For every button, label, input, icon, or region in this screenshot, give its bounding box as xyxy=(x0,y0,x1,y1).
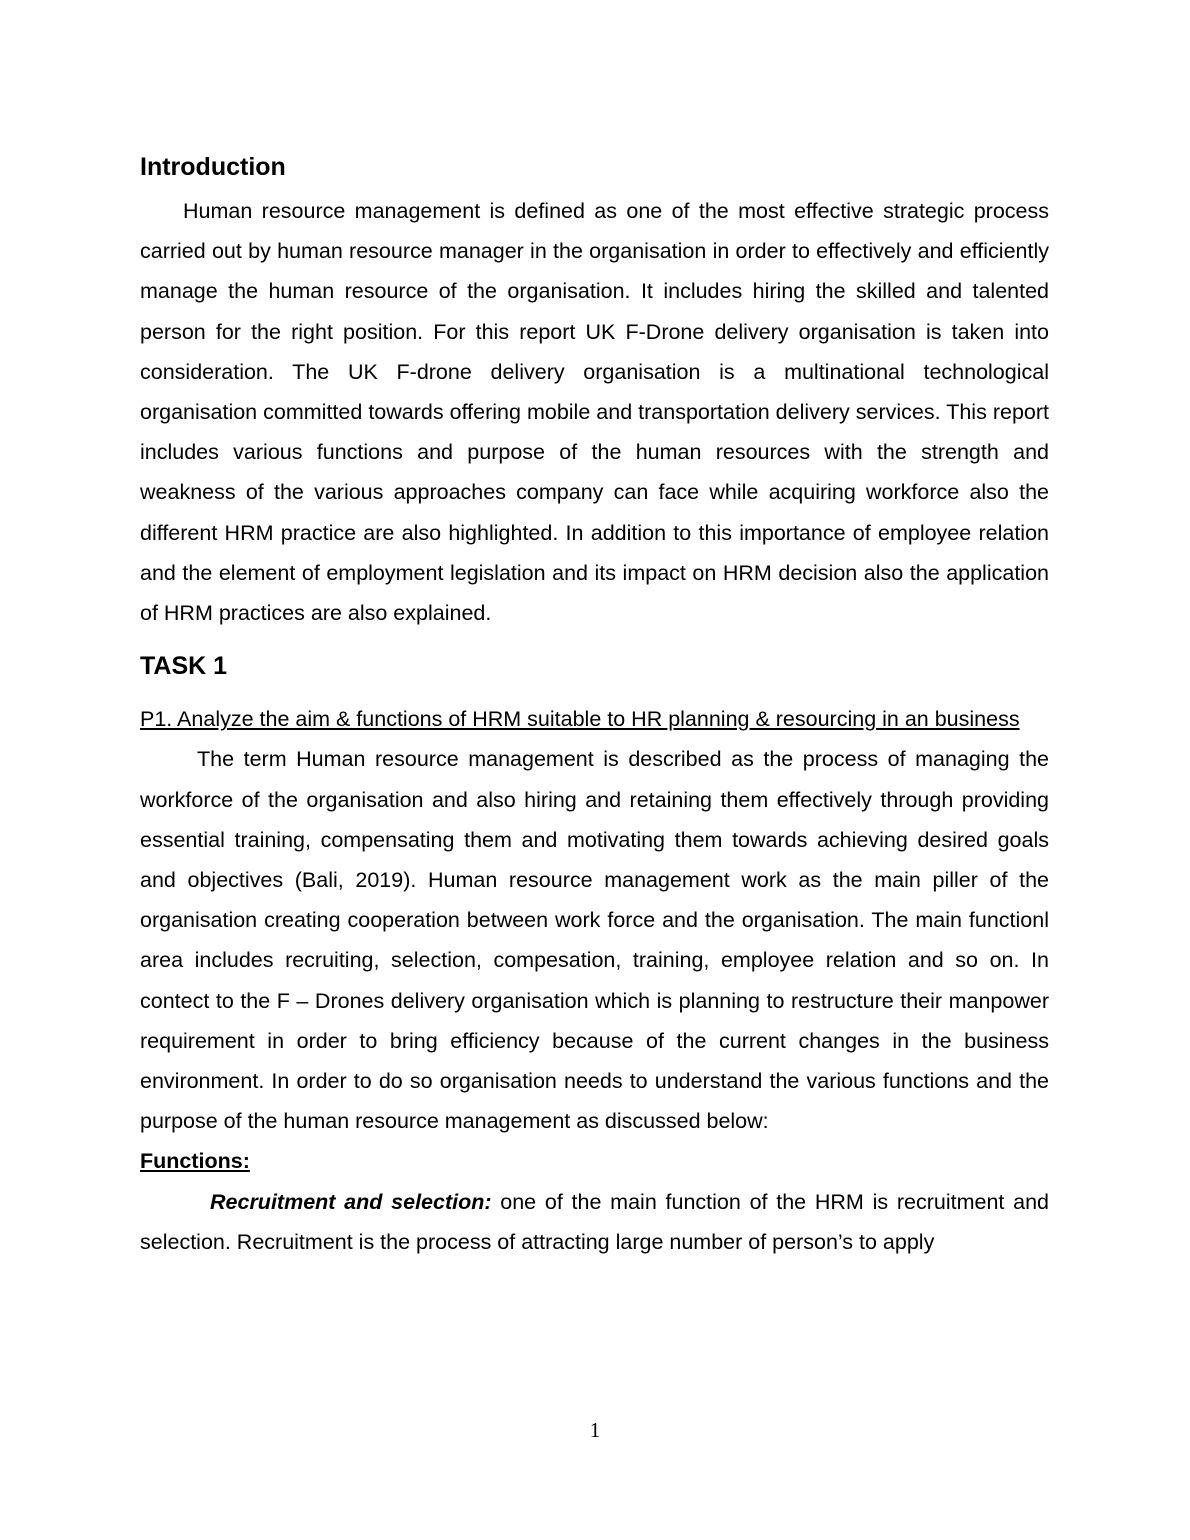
p1-paragraph: The term Human resource management is described as the process of managing the workforce of the organisation and also hiring and retaining them effectively through providing essential training, compensating them and motivating them towards achieving desired goals and objectives (Bali, 2019). Human resource management work as the main piller of the organisation creating cooperation between work force and the organisation. The main functionl area includes recruiting, selection, compesation, training, employee relation and so on. In contect to the F – Drones delivery organisation which is planning to restructure their manpower requirement in order to bring efficiency because of the current changes in the business environment. In order to do so organisation needs to understand the various functions and the purpose of the human resource management as discussed below: xyxy=(140,747,1049,1134)
introduction-paragraph: Human resource management is defined as one of the most effective strategic process carried out by human resource manager in the organisation in order to effectively and efficiently manage the human resource of the organisation. It includes hiring the skilled and talented person for the right position. For this report UK F-Drone delivery organisation is taken into consideration. The UK F-drone delivery organisation is a multinational technological organisation committed towards offering mobile and transportation delivery services. This report includes various functions and purpose of the human resources with the strength and weakness of the various approaches company can face while acquiring workforce also the different HRM practice are also highlighted. In addition to this importance of employee relation and the element of employment legislation and its impact on HRM decision also the application of HRM practices are also explained. xyxy=(140,199,1049,626)
introduction-heading: Introduction xyxy=(140,153,286,181)
p1-subheading: P1. Analyze the aim & functions of HRM suitable to HR planning & resourcing in an business xyxy=(140,707,1020,732)
recruitment-term: Recruitment and selection: xyxy=(210,1189,492,1214)
functions-label: Functions: xyxy=(140,1149,250,1174)
document-page xyxy=(140,148,1049,1262)
recruitment-text: one of the main function of the HRM is recruitment and selection. Recruitment is the process of attracting large number of person’s to apply xyxy=(140,1189,1049,1254)
task-1-heading: TASK 1 xyxy=(140,652,228,681)
page-number: 1 xyxy=(589,1418,601,1442)
recruitment-paragraph xyxy=(140,1182,1049,1262)
